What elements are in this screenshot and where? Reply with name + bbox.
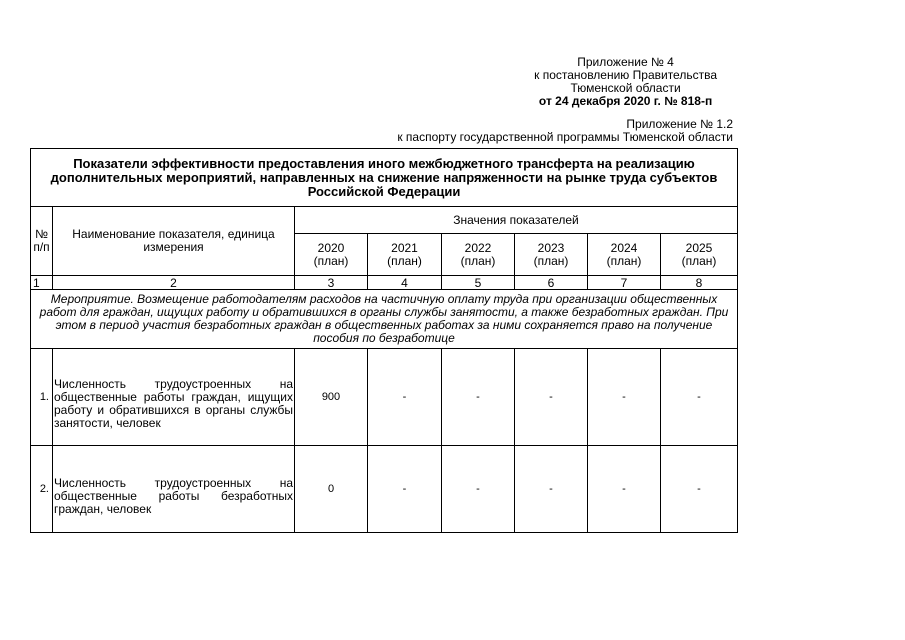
year-label: 2020 bbox=[317, 240, 345, 255]
indicator-value: - bbox=[661, 446, 738, 533]
passport-header bbox=[397, 118, 733, 144]
indicator-value: - bbox=[515, 349, 588, 446]
column-number: 2 bbox=[53, 276, 295, 290]
column-number: 1 bbox=[31, 276, 53, 290]
year-label: 2022 bbox=[464, 240, 492, 255]
appendix-region: Тюменской области bbox=[570, 81, 681, 95]
table-row bbox=[31, 446, 738, 533]
appendix-date: от 24 декабря 2020 г. № 818-п bbox=[538, 94, 713, 108]
column-header-year bbox=[515, 234, 588, 276]
column-header-year bbox=[442, 234, 515, 276]
column-header-year bbox=[588, 234, 661, 276]
year-note: (план) bbox=[387, 253, 422, 268]
column-header-values: Значения показателей bbox=[295, 207, 738, 234]
column-number: 4 bbox=[368, 276, 442, 290]
indicator-value: - bbox=[661, 349, 738, 446]
indicator-value: - bbox=[588, 349, 661, 446]
indicator-value: 900 bbox=[295, 349, 368, 446]
column-number: 7 bbox=[588, 276, 661, 290]
indicator-name: Численность трудоустроенных на общественные работы граждан, ищущих работу и обратившихся в органы службы занятости, человек bbox=[53, 349, 295, 446]
column-number: 6 bbox=[515, 276, 588, 290]
column-number: 3 bbox=[295, 276, 368, 290]
year-note: (план) bbox=[606, 253, 642, 268]
column-number: 8 bbox=[661, 276, 738, 290]
year-label: 2024 bbox=[610, 240, 638, 255]
year-note: (план) bbox=[460, 253, 496, 268]
appendix-header bbox=[534, 56, 717, 108]
indicator-value: - bbox=[588, 446, 661, 533]
column-number: 5 bbox=[442, 276, 515, 290]
column-header-year bbox=[661, 234, 738, 276]
year-label: 2021 bbox=[391, 240, 418, 255]
column-header-year bbox=[295, 234, 368, 276]
appendix-resolution: к постановлению Правительства bbox=[534, 68, 717, 82]
indicator-value: - bbox=[442, 446, 515, 533]
table-title: Показатели эффективности предоставления иного межбюджетного трансферта на реализацию дополнительных мероприятий, направленных на снижение напряженности на рынке труда субъектов Российской Федерации bbox=[31, 149, 738, 207]
year-label: 2025 bbox=[685, 240, 713, 255]
indicator-name: Численность трудоустроенных на общественные работы безработных граждан, человек bbox=[53, 446, 295, 533]
column-header-name: Наименование показателя, единица измерения bbox=[53, 207, 295, 276]
measure-description: Мероприятие. Возмещение работодателям расходов на частичную оплату труда при организации общественных работ для граждан, ищущих работу и обратившихся в органы службы занятости, а также безработных граждан. При этом в период участия безработных граждан в общественных работах за ними сохраняется право на получение пособия по безработице bbox=[31, 290, 738, 349]
year-note: (план) bbox=[533, 253, 569, 268]
row-number: 1. bbox=[31, 349, 53, 446]
passport-program: к паспорту государственной программы Тюменской области bbox=[397, 130, 733, 144]
passport-appendix-number: Приложение № 1.2 bbox=[626, 117, 733, 131]
indicator-value: - bbox=[442, 349, 515, 446]
table-row bbox=[31, 349, 738, 446]
indicator-value: - bbox=[368, 349, 442, 446]
row-number: 2. bbox=[31, 446, 53, 533]
year-label: 2023 bbox=[537, 240, 565, 255]
indicator-value: - bbox=[368, 446, 442, 533]
appendix-number: Приложение № 4 bbox=[577, 55, 674, 69]
year-note: (план) bbox=[681, 253, 717, 268]
year-note: (план) bbox=[313, 253, 349, 268]
indicators-table bbox=[30, 148, 738, 533]
column-header-year bbox=[368, 234, 442, 276]
indicator-value: 0 bbox=[295, 446, 368, 533]
column-header-number: № п/п bbox=[31, 207, 53, 276]
indicator-value: - bbox=[515, 446, 588, 533]
